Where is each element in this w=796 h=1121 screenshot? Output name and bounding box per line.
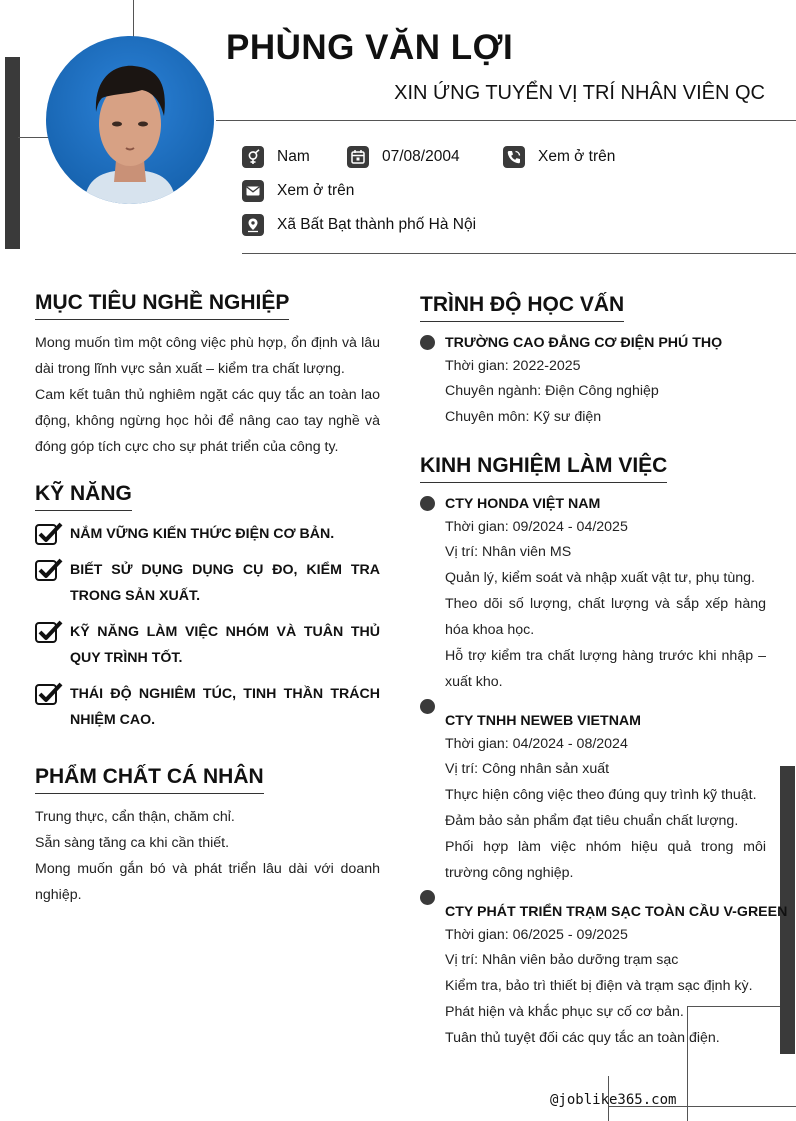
info-row-1 <box>242 145 616 169</box>
bullet-dot <box>420 699 435 714</box>
job-duty: Kiểm tra, bảo trì thiết bị điện và trạm sạc định kỳ. <box>445 978 753 994</box>
job-duty: Phối hợp làm việc nhóm hiệu quả trong môi trường công nghiệp. <box>445 839 766 881</box>
checkbox-checked-icon <box>35 682 63 706</box>
address-value: Xã Bất Bạt thành phố Hà Nội <box>277 216 477 233</box>
address-item <box>242 214 476 236</box>
skill-text: BIẾT SỬ DỤNG DỤNG CỤ ĐO, KIỂM TRA TRONG SẢN XUẤT. <box>70 562 380 604</box>
objective-text: Mong muốn tìm một công việc phù hợp, ổn định và lâu dài trong lĩnh vực sản xuất – kiểm tra chất lượng. <box>35 335 380 377</box>
skill-item <box>35 521 380 547</box>
skill-item <box>35 557 380 609</box>
header-divider-top <box>216 120 796 121</box>
phone-icon <box>503 146 525 168</box>
job-time: Thời gian: 09/2024 - 04/2025 <box>445 519 628 535</box>
bullet-dot <box>420 890 435 905</box>
phone-value: Xem ở trên <box>538 148 616 165</box>
job-role: Vị trí: Nhân viên MS <box>445 544 572 560</box>
calendar-icon <box>347 146 369 168</box>
header-divider-bottom <box>242 253 796 254</box>
bullet-dot <box>420 335 435 350</box>
applied-position: XIN ỨNG TUYỂN VỊ TRÍ NHÂN VIÊN QC <box>394 82 765 104</box>
job-duty: Thực hiện công việc theo đúng quy trình kỹ thuật. <box>445 787 757 803</box>
bullet-dot <box>420 496 435 511</box>
job-role: Vị trí: Công nhân sản xuất <box>445 761 610 777</box>
education-title: TRÌNH ĐỘ HỌC VẤN <box>420 292 624 322</box>
email-item <box>242 180 354 202</box>
qualities-title: PHẨM CHẤT CÁ NHÂN <box>35 764 264 794</box>
education-time: Thời gian: 2022-2025 <box>445 358 581 374</box>
birthday-item <box>347 146 460 168</box>
info-row-3 <box>242 213 476 237</box>
education-major: Chuyên ngành: Điện Công nghiệp <box>445 383 659 399</box>
quality-line: Mong muốn gắn bó và phát triển lâu dài với doanh nghiệp. <box>35 861 380 903</box>
school-name: TRƯỜNG CAO ĐẲNG CƠ ĐIỆN PHÚ THỌ <box>445 335 723 351</box>
job-time: Thời gian: 04/2024 - 08/2024 <box>445 736 628 752</box>
checkbox-checked-icon <box>35 522 63 546</box>
job-time: Thời gian: 06/2025 - 09/2025 <box>445 927 628 943</box>
watermark-text: @joblike365.com <box>550 1092 677 1108</box>
gender-icon <box>242 146 264 168</box>
job-entry <box>420 699 766 889</box>
job-duty: Phát hiện và khắc phục sự cố cơ bản. <box>445 1004 684 1020</box>
left-horizontal-line <box>18 137 48 138</box>
left-accent-bar <box>5 57 20 249</box>
experience-title: KINH NGHIỆM LÀM VIỆC <box>420 453 667 483</box>
education-specialty: Chuyên môn: Kỹ sư điện <box>445 409 602 425</box>
job-role: Vị trí: Nhân viên bảo dưỡng trạm sạc <box>445 952 679 968</box>
checkbox-checked-icon <box>35 620 63 644</box>
job-duty: Tuân thủ tuyệt đối các quy tắc an toàn điện. <box>445 1030 720 1046</box>
company-name: CTY TNHH NEWEB VIETNAM <box>445 713 641 729</box>
objective-text-2: Cam kết tuân thủ nghiêm ngặt các quy tắc an toàn lao động, không ngừng học hỏi để nâng cao tay nghề và đóng góp tích cực cho sự phát triển của công ty. <box>35 387 380 455</box>
quality-line: Trung thực, cẩn thận, chăm chỉ. <box>35 809 235 825</box>
job-duty: Quản lý, kiểm soát và nhập xuất vật tư, phụ tùng. <box>445 570 755 586</box>
job-duty: Theo dõi số lượng, chất lượng và sắp xếp hàng hóa khoa học. <box>445 596 766 638</box>
objective-title: MỤC TIÊU NGHỀ NGHIỆP <box>35 290 289 320</box>
location-pin-icon <box>242 214 264 236</box>
company-name: CTY PHÁT TRIỂN TRẠM SẠC TOÀN CẦU V-GREEN <box>445 904 788 920</box>
job-entry <box>420 494 766 694</box>
education-entry <box>420 333 766 433</box>
checkbox-checked-icon <box>35 558 63 582</box>
job-duty: Đảm bảo sản phẩm đạt tiêu chuẩn chất lượng. <box>445 813 739 829</box>
quality-line: Sẵn sàng tăng ca khi cần thiết. <box>35 835 230 851</box>
skill-item <box>35 681 380 733</box>
skill-text: THÁI ĐỘ NGHIÊM TÚC, TINH THẦN TRÁCH NHIỆM CAO. <box>70 686 380 728</box>
skill-text: NẮM VỮNG KIẾN THỨC ĐIỆN CƠ BẢN. <box>70 526 335 542</box>
candidate-name: PHÙNG VĂN LỢI <box>226 28 514 67</box>
birthday-value: 07/08/2004 <box>382 148 460 165</box>
email-value: Xem ở trên <box>277 182 355 199</box>
info-row-2 <box>242 179 354 203</box>
gender-item <box>242 146 310 168</box>
skills-title: KỸ NĂNG <box>35 481 132 511</box>
top-vertical-line <box>133 0 134 38</box>
job-duty: Hỗ trợ kiểm tra chất lượng hàng trước khi nhập – xuất kho. <box>445 648 766 690</box>
company-name: CTY HONDA VIỆT NAM <box>445 496 601 512</box>
skill-item <box>35 619 380 671</box>
phone-item <box>503 146 615 168</box>
email-icon <box>242 180 264 202</box>
gender-value: Nam <box>277 148 310 165</box>
skill-text: KỸ NĂNG LÀM VIỆC NHÓM VÀ TUÂN THỦ QUY TRÌNH TỐT. <box>70 624 380 666</box>
profile-photo <box>46 36 214 204</box>
job-entry <box>420 890 788 1060</box>
